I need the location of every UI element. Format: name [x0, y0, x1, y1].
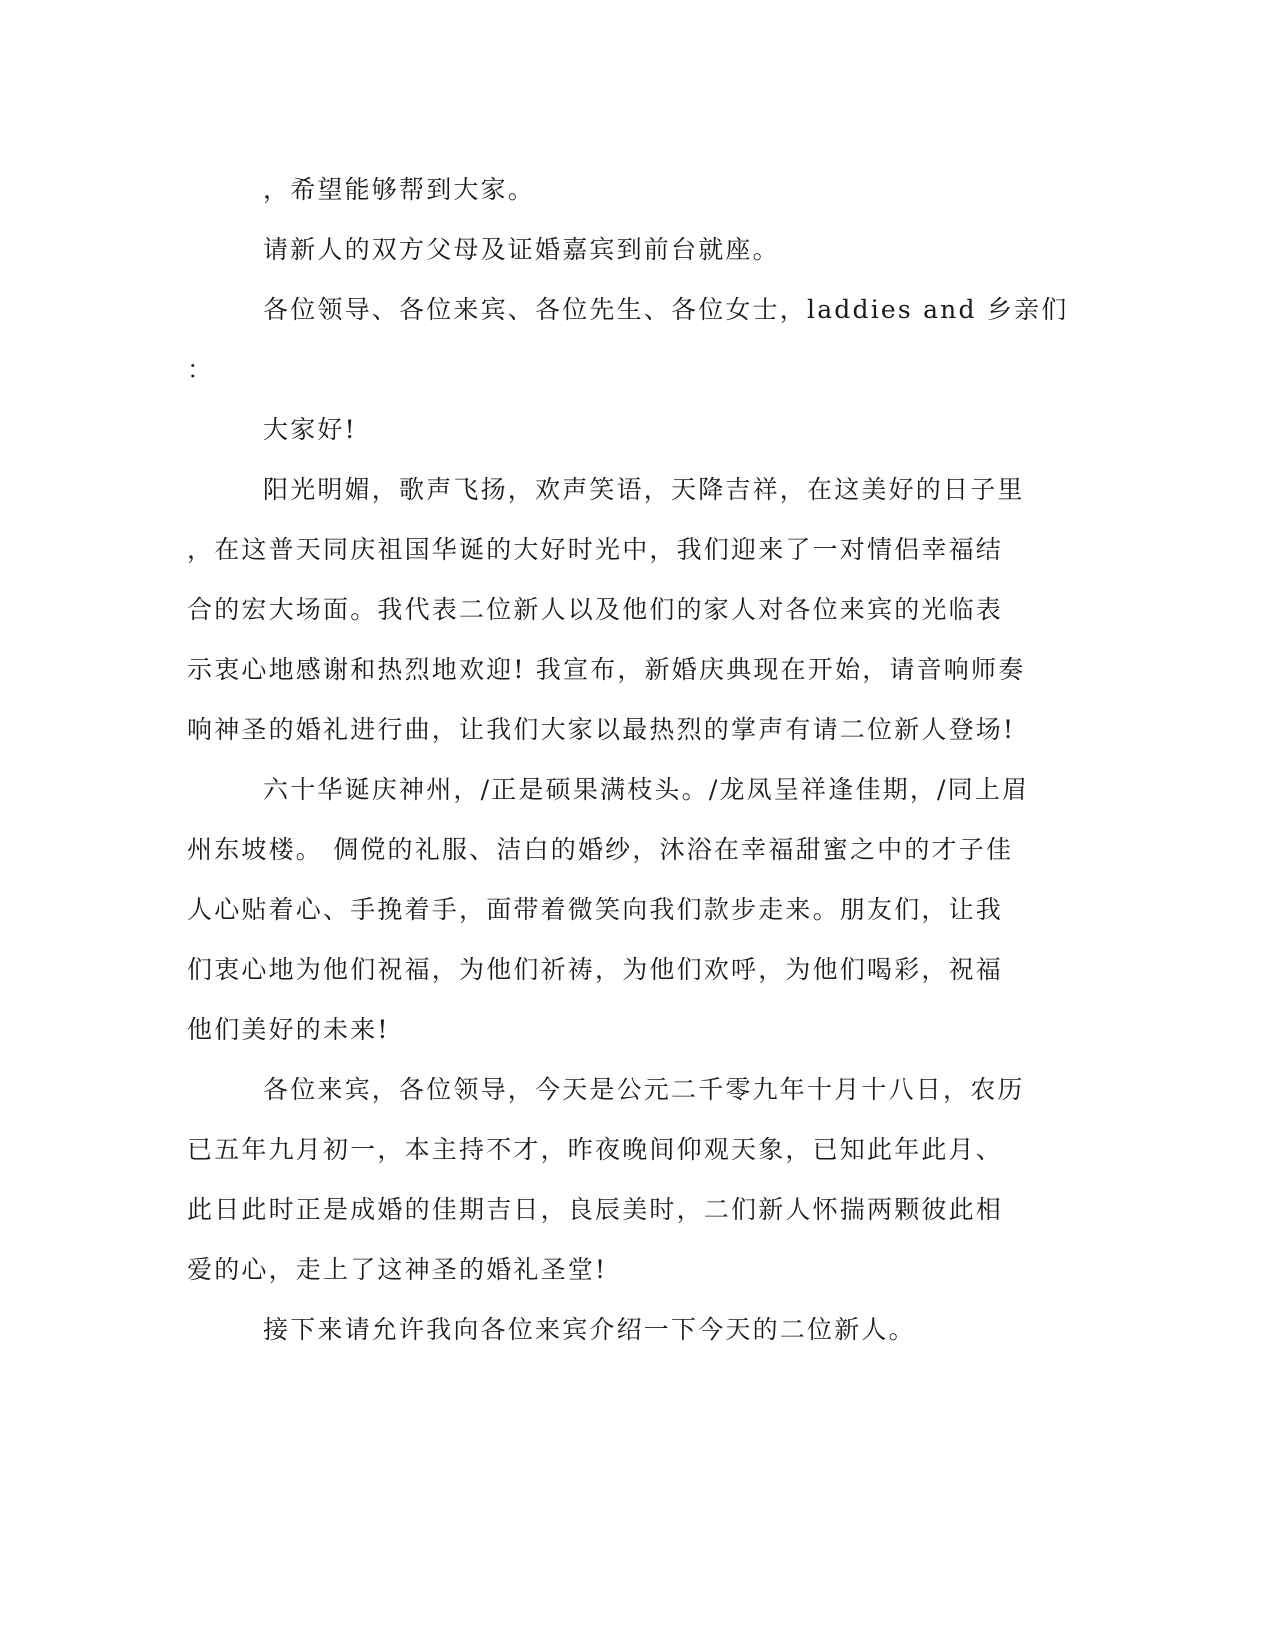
document-body: [187, 160, 1087, 1360]
text-line: 响神圣的婚礼进行曲，让我们大家以最热烈的掌声有请二位新人登场!: [187, 715, 1016, 744]
text-line: ：: [187, 355, 215, 384]
text-line: 他们美好的未来!: [187, 1015, 390, 1044]
text-line: 已五年九月初一，本主持不才，昨夜晚间仰观天象，已知此年此月、: [187, 1135, 1004, 1164]
text-line: 各位来宾，各位领导，今天是公元二千零九年十月十八日，农历: [263, 1075, 1025, 1104]
text-line: ，在这普天同庆祖国华诞的大好时光中，我们迎来了一对情侣幸福结: [187, 535, 1004, 564]
text-line: 人心贴着心、手挽着手，面带着微笑向我们款步走来。朋友们，让我: [187, 895, 1004, 924]
text-line: 请新人的双方父母及证婚嘉宾到前台就座。: [263, 235, 780, 264]
text-line: 各位领导、各位来宾、各位先生、各位女士，laddies and 乡亲们: [263, 295, 1069, 324]
text-line: 接下来请允许我向各位来宾介绍一下今天的二位新人。: [263, 1315, 916, 1344]
text-line: 示衷心地感谢和热烈地欢迎! 我宣布，新婚庆典现在开始，请音响师奏: [187, 655, 1026, 684]
text-line: 阳光明媚，歌声飞扬，欢声笑语，天降吉祥，在这美好的日子里: [263, 475, 1025, 504]
text-line: 六十华诞庆神州，/正是硕果满枝头。/龙凤呈祥逢佳期，/同上眉: [263, 775, 1030, 804]
text-line: 合的宏大场面。我代表二位新人以及他们的家人对各位来宾的光临表: [187, 595, 1004, 624]
text-line: 州东坡楼。 倜傥的礼服、洁白的婚纱，沐浴在幸福甜蜜之中的才子佳: [187, 835, 1014, 864]
text-line: ，希望能够帮到大家。: [263, 175, 536, 204]
text-line: 爱的心，走上了这神圣的婚礼圣堂!: [187, 1255, 608, 1284]
text-line: 此日此时正是成婚的佳期吉日，良辰美时，二们新人怀揣两颗彼此相: [187, 1195, 1004, 1224]
text-line: 们衷心地为他们祝福，为他们祈祷，为他们欢呼，为他们喝彩，祝福: [187, 955, 1004, 984]
text-line: 大家好!: [263, 415, 357, 444]
